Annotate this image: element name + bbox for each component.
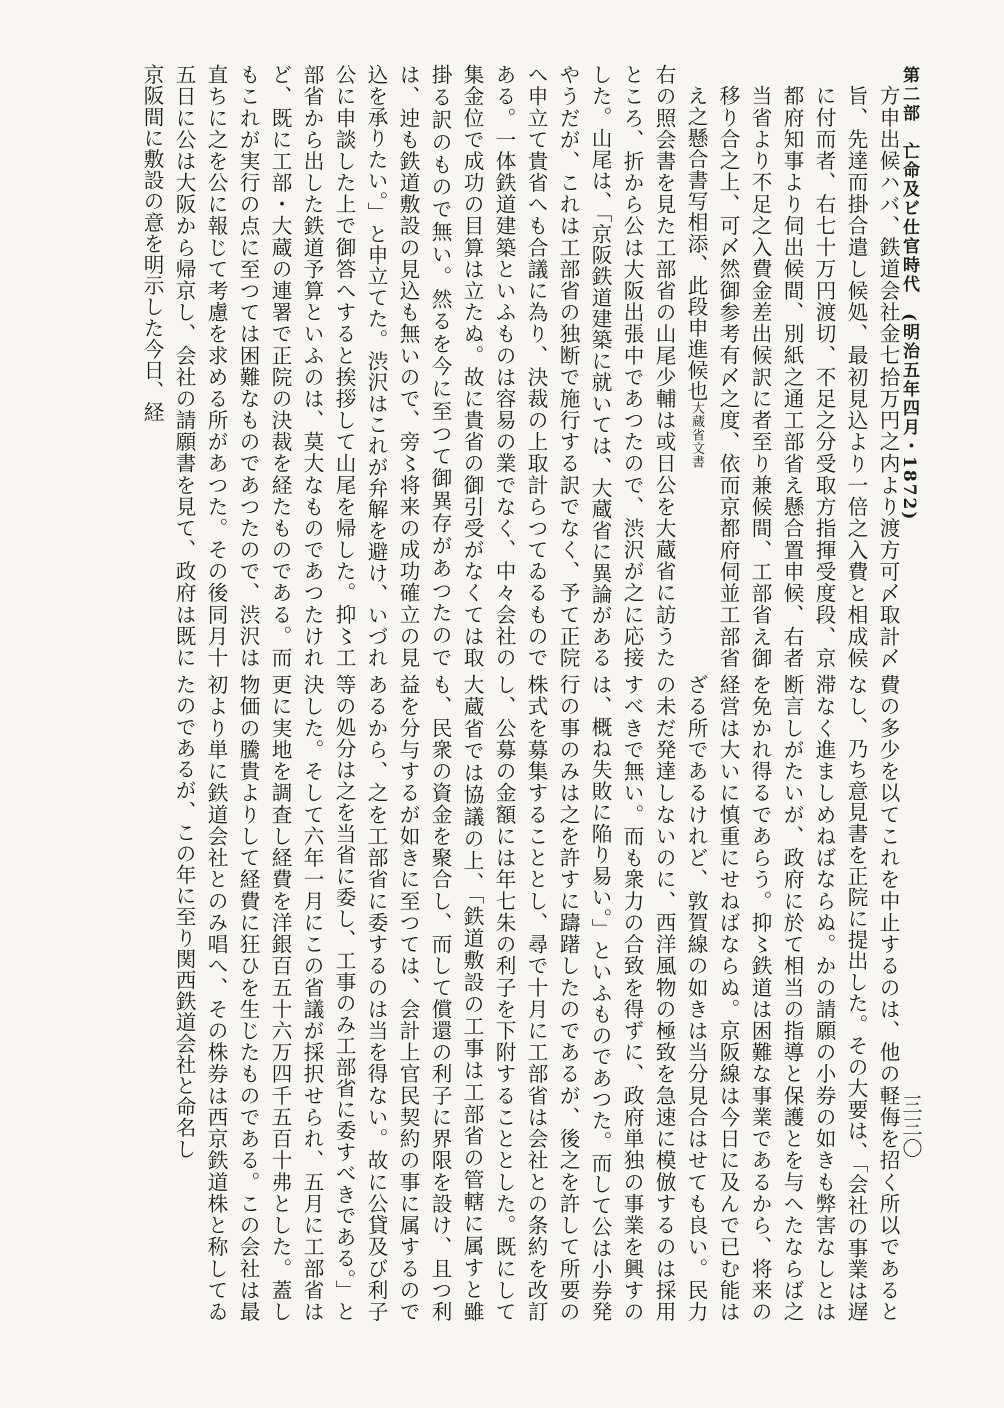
part-label: 第二部 <box>899 66 919 123</box>
quoted-document-text: 方申出候ハバ、鉄道会社金七拾万円之内より渡方可〆取計〆旨、先達而掛合遣し候処、最初見込より一倍之入費と相成候に付而者、右七十万円渡切、不足之分受取方指揮受度段、京都府知事より伺出候間、別紙之通工部省え懸合置申候、右者当省より不足之入費金差出候訳に者至り兼候間、工部省え御移り合之上、可〆然御参考有〆之度、依而京都府伺並工部省え之懸合書写相添、此段申進候也 <box>684 84 900 668</box>
chapter-title: 亡命及ビ仕官時代 <box>899 142 919 294</box>
quoted-document <box>680 64 904 668</box>
period-label: (明治五年四月・1872) <box>899 313 919 522</box>
page-number: 三三〇 <box>899 1094 923 1160</box>
upper-text-block <box>84 64 904 668</box>
narrative-paragraph: 右の照会書を見た工部省の山尾少輔は或日公を大蔵省に訪うたところ、折から公は大阪出張中であつたので、渋沢が之に応接した。山尾は、「京阪鉄道建築に就いては、大蔵省に異論があるやうだが、これは工部省の独断で施行する訳でなく、予て正院へ申立て貴省へも合議に為り、決裁の上取計らつてゐるものである。一体鉄道建築といふものは容易の業でなく、中々会社の集金位で成功の目算は立たぬ。故に貴省の御引受がなくては取掛る訳のもので無い。然るを今に至つて御異存があつたのでは、迚も鉄道敷設の見込も無いので、旁〻将来の成功確立の見込を承りたい。」と申立てた。渋沢はこれが弁解を避け、いづれ公に申談した上で御答へすると挨拶して山尾を帰した。抑〻工部省から出した鉄道予算といふのは、莫大なものであつたけれど、既に工部・大蔵の連署で正院の決裁を経たものである。而もこれが実行の点に至つては困難なものであつたので、渋沢は直ちに之を公に報じて考慮を求める所があつた。その後同月十五日に公は大阪から帰京し、会社の請願書を見て、政府は既に京阪間に敷設の意を明示した今日、経 <box>140 64 676 668</box>
source-note: 大蔵省文書 <box>689 401 704 469</box>
lower-text-block <box>76 674 904 1322</box>
lower-paragraph: 費の多少を以てこれを中止するのは、他の軽侮を招く所以であるとなし、乃ち意見書を正院に提出した。その大要は、「会社の事業は遅滞なく進ましめねばならぬ。かの請願の小券の如きも弊害なしとは断言しがたいが、政府に於て相当の指導と保護とを与へたならば之を免かれ得るであらう。抑〻鉄道は困難な事業であるから、将来の経営は大いに慎重にせねばならぬ。京阪線は今日に及んで已む能はざる所であるけれど、敦賀線の如きは当分見合はせても良い。民力の未だ発達しないのに、西洋風物の極致を急速に模倣するのは採用すべきで無い。而も衆力の合致を得ずに、政府単独の事業を興すのは、概ね失敗に陥り易い。」といふものであつた。而して公は小券発行の事のみは之を許すに躊躇したのであるが、後之を許して所要の株式を募集することとし、尋で十月に工部省は会社との条約を改訂し、公募の金額には年七朱の利子を下附することとした。既にして大蔵省では協議の上、「鉄道敷設の工事は工部省の管轄に属すと雖も、民衆の資金を聚合し、而して償還の利子に界限を設け、且つ利益を分与するが如きに至つては、会計上官民契約の事に属するのであるから、之を工部省に委するのは当を得ない。故に公貸及び利子等の処分は之を当省に委し、工事のみ工部省に委すべきである。」と決した。そして六年一月にこの省議が採択せられ、五月に工部省は更に実地を調査し経費を洋銀百五十六万四千五百十弗とした。蓋し物価の騰貴よりして経費に狂ひを生じたものである。この会社は最初より単に鉄道会社とのみ唱へ、その株券は西京鉄道株と称してゐたのであるが、この年に至り関西鉄道会社と命名し <box>172 674 900 1322</box>
